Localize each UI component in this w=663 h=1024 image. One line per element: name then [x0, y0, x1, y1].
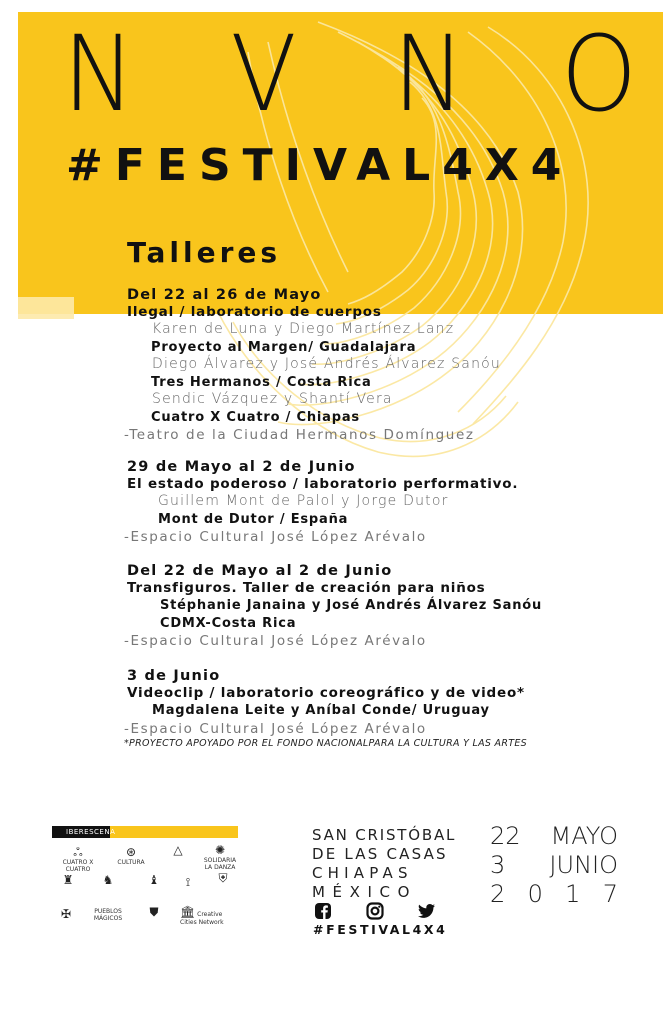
workshop-section-2	[124, 459, 647, 546]
location-line: CHIAPAS	[312, 864, 413, 882]
year-digit: 1	[565, 880, 581, 908]
unesco-logo: 🏛 Creative Cities Network	[180, 905, 224, 926]
sponsor-logos	[52, 826, 238, 940]
temple-icon: 🏛	[180, 905, 196, 919]
date-row	[490, 851, 618, 880]
date-day: 22	[490, 822, 521, 850]
workshop-title: Videoclip / laboratorio coreográfico y de video*	[127, 685, 525, 701]
workshop-group: CDMX-Costa Rica	[160, 615, 297, 631]
year-digit: 7	[602, 880, 618, 908]
bird-icon: ♜	[62, 873, 74, 887]
workshop-venue: -Espacio Cultural José López Arévalo	[124, 720, 427, 737]
shield-logo	[142, 906, 166, 919]
social-icons	[314, 902, 436, 920]
workshop-venue: -Teatro de la Ciudad Hermanos Domínguez	[124, 427, 475, 443]
workshop-section-4	[124, 668, 647, 750]
triangle-logo	[166, 844, 190, 857]
nvno-letter: V	[230, 13, 297, 135]
nvno-title	[60, 13, 640, 135]
location-line: DE LAS CASAS	[312, 845, 448, 863]
workshop-venue: -Espacio Cultural José López Arévalo	[124, 529, 427, 545]
crest-logo	[212, 872, 234, 885]
crest-icon: ⛨	[218, 871, 228, 885]
date-month: JUNIO	[549, 851, 618, 879]
iberescena-logo: IBERESCENA	[52, 826, 110, 838]
bird-logo	[56, 874, 80, 887]
workshop-date: 3 de Junio	[127, 668, 221, 684]
date-row	[490, 822, 618, 851]
workshop-section-1	[124, 287, 647, 444]
cultura-logo: ⊛ CULTURA	[108, 846, 154, 866]
workshop-group: Tres Hermanos / Costa Rica	[151, 374, 372, 390]
workshop-people: Diego Álvarez y José Andrés Álvarez Sanóu	[152, 356, 501, 372]
workshop-group: Mont de Dutor / España	[158, 511, 349, 527]
triangle-icon: △	[173, 843, 183, 857]
date-year	[490, 880, 618, 909]
location-line: MÉXICO	[312, 883, 417, 901]
shield-icon: ⛊	[149, 905, 159, 919]
workshop-venue: -Espacio Cultural José López Arévalo	[124, 633, 427, 649]
workshop-section-3	[124, 563, 647, 650]
twitter-icon[interactable]	[418, 902, 436, 920]
figure-icon: ♞	[102, 873, 114, 887]
location-line: SAN CRISTÓBAL	[312, 826, 457, 844]
instagram-icon[interactable]	[366, 902, 384, 920]
solidaria-la-danza-logo: ✺ SOLIDARIA LA DANZA	[203, 843, 237, 871]
workshop-people: Karen de Luna y Diego Martínez Lanz	[152, 321, 455, 337]
workshop-group: Proyecto al Margen/ Guadalajara	[151, 339, 417, 355]
event-dates	[490, 822, 618, 909]
line-drawing-logo	[178, 876, 198, 889]
workshop-date: 29 de Mayo al 2 de Junio	[127, 459, 356, 475]
nvno-letter: N	[62, 13, 136, 135]
location-block	[312, 826, 457, 902]
workshop-people: Stéphanie Janaina y José Andrés Álvarez Sanóu	[160, 598, 543, 613]
date-day: 3	[490, 851, 506, 879]
workshop-people: Magdalena Leite y Aníbal Conde/ Uruguay	[152, 703, 490, 718]
workshop-group: Cuatro X Cuatro / Chiapas	[151, 409, 360, 425]
seal-icon: ⊛	[125, 845, 137, 859]
facebook-icon[interactable]	[314, 902, 332, 920]
cuatro-x-cuatro-logo: ஃ CUATRO X CUATRO	[52, 846, 104, 873]
year-digit: 0	[527, 880, 543, 908]
workshop-title: Transfiguros. Taller de creación para niños	[127, 580, 486, 596]
dancer-icon: ✺	[214, 843, 226, 857]
workshop-title: El estado poderoso / laboratorio performativo.	[127, 476, 519, 492]
workshop-people: Guillem Mont de Palol y Jorge Dutor	[158, 493, 449, 509]
nvno-letter: N	[392, 13, 465, 135]
funding-note: *PROYECTO APOYADO POR EL FONDO NACIONALPARA LA CULTURA Y LAS ARTES	[124, 737, 527, 749]
cross-icon: ✠	[60, 907, 72, 921]
statue-icon: ♝	[148, 873, 160, 887]
hashtag: #FESTIVAL4X4	[313, 922, 448, 937]
date-month: MAYO	[550, 822, 618, 850]
workshop-people: Sendic Vázquez y Shantí Vera	[152, 391, 393, 407]
workshop-date: Del 22 de Mayo al 2 de Junio	[127, 563, 393, 579]
pueblos-magicos-logo: PUEBLOS MÁGICOS	[93, 908, 123, 922]
swirl-icon: ஃ	[73, 845, 83, 859]
cross-logo	[52, 908, 80, 921]
line-drawing-icon: ⟟	[185, 875, 191, 889]
workshop-date: Del 22 al 26 de Mayo	[127, 287, 322, 303]
workshop-title: Ilegal / laboratorio de cuerpos	[127, 304, 382, 320]
figure-logo	[98, 874, 118, 887]
iberescena-bar	[52, 826, 238, 838]
year-digit: 2	[490, 880, 506, 908]
nvno-letter: O	[560, 13, 638, 135]
talleres-heading: Talleres	[127, 236, 282, 269]
statue-logo	[144, 874, 164, 887]
festival-title: #FESTIVAL4X4	[66, 140, 574, 191]
